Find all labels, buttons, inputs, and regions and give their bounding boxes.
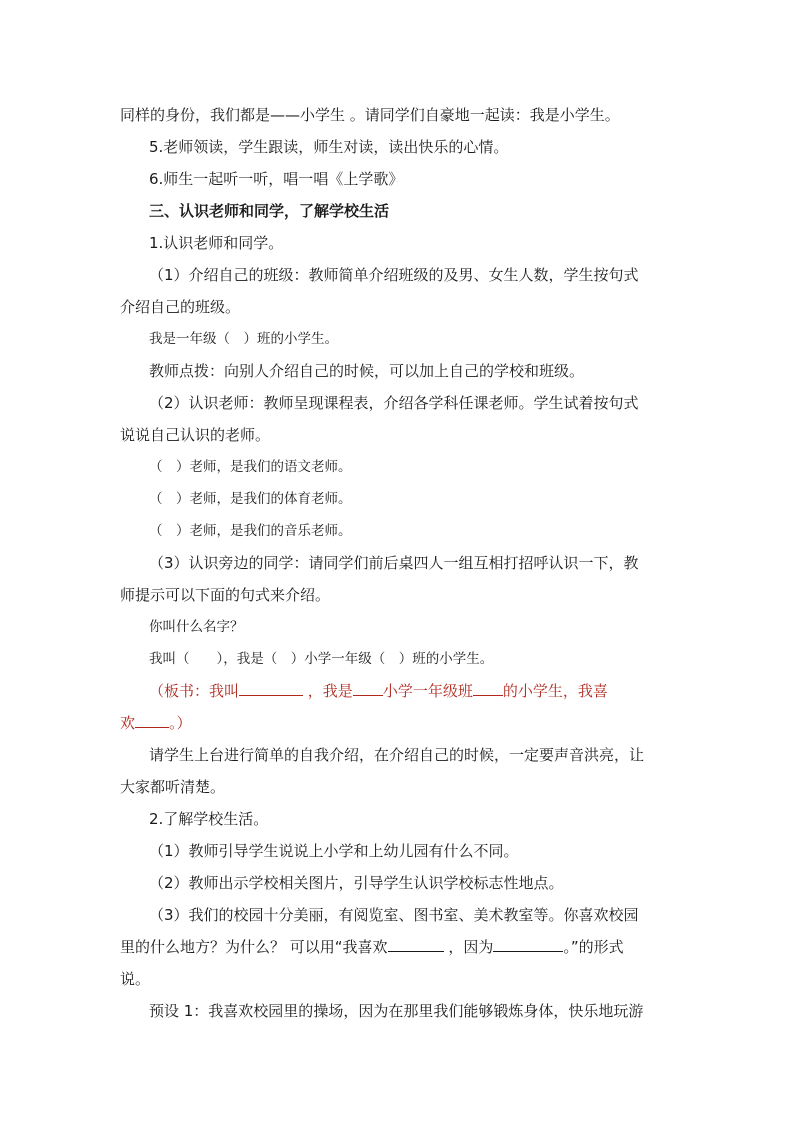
activity-3-line-3: 说。 <box>120 970 151 988</box>
paragraph-identity: 同样的身份，我们都是——小学生 。请同学们自豪地一起读：我是小学生。 <box>120 106 620 124</box>
item-3-line-1: （3）认识旁边的同学：请同学们前后桌四人一组互相打招呼认识一下，教 <box>149 554 639 572</box>
subheading-2: 2.了解学校生活。 <box>149 810 269 828</box>
activity-text: 里的什么地方？为什么？ 可以用“我喜欢 <box>120 938 388 956</box>
blackboard-line-2 <box>120 707 676 739</box>
self-intro-line-2: 大家都听清楚。 <box>120 778 226 796</box>
activity-3-line-2 <box>120 931 676 963</box>
blackboard-text: 小学一年级班 <box>382 682 473 700</box>
fill-blank <box>473 680 503 696</box>
sentence-pattern-chinese-teacher: （ ）老师，是我们的语文老师。 <box>149 459 352 475</box>
fill-blank <box>135 712 169 728</box>
sentence-pattern-pe-teacher: （ ）老师，是我们的体育老师。 <box>149 491 352 507</box>
item-2-line-2: 说说自己认识的老师。 <box>120 426 271 444</box>
fill-blank <box>493 936 563 952</box>
blackboard-text: 的小学生，我喜 <box>502 682 608 700</box>
blackboard-text: ，我是 <box>307 682 353 700</box>
activity-1: （1）教师引导学生说说上小学和上幼儿园有什么不同。 <box>149 842 519 860</box>
item-1-line-1: （1）介绍自己的班级：教师简单介绍班级的及男、女生人数，学生按句式 <box>149 266 639 284</box>
preset-answer-1: 预设 1：我喜欢校园里的操场，因为在那里我们能够锻炼身体，快乐地玩游 <box>149 1002 644 1020</box>
sentence-pattern-music-teacher: （ ）老师，是我们的音乐老师。 <box>149 523 352 539</box>
subheading-1: 1.认识老师和同学。 <box>149 234 284 252</box>
step-6: 6.师生一起听一听，唱一唱《上学歌》 <box>149 170 404 188</box>
self-intro-line-1: 请学生上台进行简单的自我介绍，在介绍自己的时候，一定要声音洪亮，让 <box>149 746 645 764</box>
item-2-line-1: （2）认识老师：教师呈现课程表，介绍各学科任课老师。学生试着按句式 <box>149 394 639 412</box>
section-heading-3: 三、认识老师和同学，了解学校生活 <box>149 202 390 220</box>
activity-text: 。”的形式 <box>563 938 624 956</box>
sentence-pattern-ask-name: 你叫什么名字？ <box>149 619 244 635</box>
fill-blank <box>353 680 383 696</box>
blackboard-text: （板书：我叫 <box>149 682 240 700</box>
activity-3-line-1: （3）我们的校园十分美丽，有阅览室、图书室、美术教室等。你喜欢校园 <box>149 906 639 924</box>
blackboard-text: 欢 <box>120 714 136 732</box>
blackboard-text: 。） <box>169 714 192 732</box>
fill-blank <box>388 936 444 952</box>
sentence-pattern-class: 我是一年级（ ）班的小学生。 <box>149 331 338 347</box>
activity-2: （2）教师出示学校相关图片，引导学生认识学校标志性地点。 <box>149 874 564 892</box>
lesson-plan-body <box>120 99 676 1027</box>
fill-blank <box>239 680 303 696</box>
step-5: 5.老师领读，学生跟读，师生对读，读出快乐的心情。 <box>149 138 509 156</box>
sentence-pattern-self-intro: 我叫（ ），我是（ ）小学一年级（ ）班的小学生。 <box>149 651 494 667</box>
item-3-line-2: 师提示可以下面的句式来介绍。 <box>120 586 331 604</box>
blackboard-line-1 <box>120 675 676 707</box>
teacher-tip: 教师点拨：向别人介绍自己的时候，可以加上自己的学校和班级。 <box>149 362 585 380</box>
activity-text: ，因为 <box>448 938 494 956</box>
item-1-line-2: 介绍自己的班级。 <box>120 298 241 316</box>
